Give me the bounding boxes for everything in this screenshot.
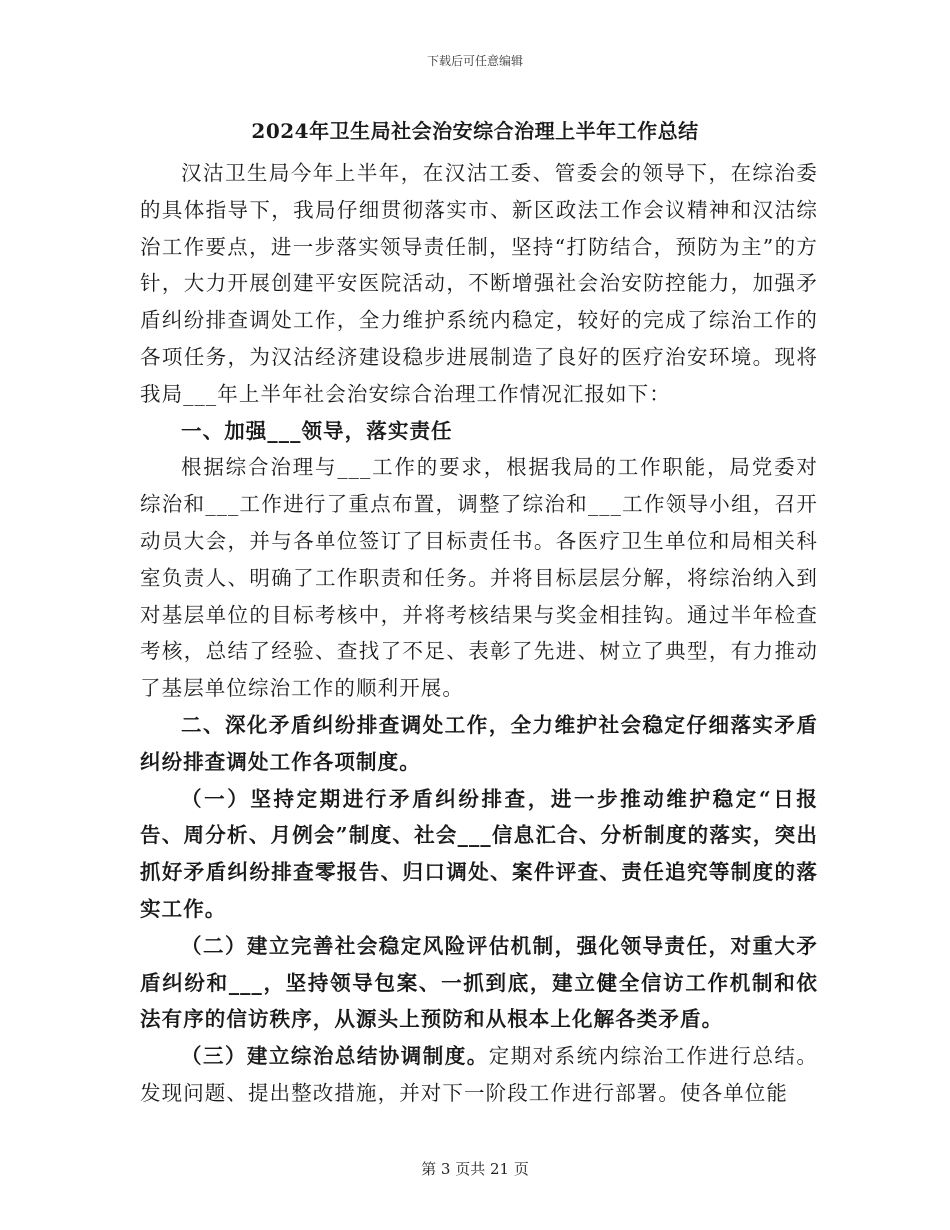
subsection-1-paragraph: （一）坚持定期进行矛盾纠纷排查，进一步推动维护稳定“日报告、周分析、月例会”制度、社会___信息汇合、分析制度的落实，突出抓好矛盾纠纷排查零报告、归口调处、案件评查、责任追究等制度的落实工作。: [140, 786, 818, 921]
subsection-2-paragraph: （二）建立完善社会稳定风险评估机制，强化领导责任，对重大矛盾纠纷和___，坚持领导包案、一抓到底，建立健全信访工作机制和依法有序的信访秩序，从源头上预防和从根本上化解各类矛盾。: [140, 933, 818, 1032]
page-header-note: 下载后可任意编辑: [426, 54, 523, 68]
section-heading-1: 一、加强___领导，落实责任: [181, 418, 453, 443]
page-footer: 第 3 页共 21 页: [421, 1160, 529, 1178]
document-body: [140, 155, 818, 1112]
subsection-3-paragraph: [140, 1038, 818, 1112]
subsection-3-lead: （三）建立综治总结协调制度。: [181, 1044, 489, 1069]
section-heading-2: 二、深化矛盾纠纷排查调处工作，全力维护社会稳定仔细落实矛盾纠纷排查调处工作各项制度。: [140, 712, 818, 774]
intro-paragraph: 汉沽卫生局今年上半年，在汉沽工委、管委会的领导下，在综治委的具体指导下，我局仔细贯彻落实市、新区政法工作会议精神和汉沽综治工作要点，进一步落实领导责任制，坚持“打防结合，预防为主”的方针，大力开展创建平安医院活动，不断增强社会治安防控能力，加强矛盾纠纷排查调处工作，全力维护系统内稳定，较好的完成了综治工作的各项任务，为汉沽经济建设稳步进展制造了良好的医疗治安环境。现将我局___年上半年社会治安综合治理工作情况汇报如下：: [140, 161, 818, 406]
document-title: 2024年卫生局社会治安综合治理上半年工作总结: [251, 119, 699, 143]
subsection-3-text: 定期对系统内综治工作进行总结。发现问题、提出整改措施，并对下一阶段工作进行部署。使各单位能: [140, 1044, 818, 1105]
section-1-paragraph: 根据综合治理与___工作的要求，根据我局的工作职能，局党委对综治和___工作进行了重点布置，调整了综治和___工作领导小组，召开动员大会，并与各单位签订了目标责任书。各医疗卫生单位和局相关科室负责人、明确了工作职责和任务。并将目标层层分解，将综治纳入到对基层单位的目标考核中，并将考核结果与奖金相挂钩。通过半年检查考核，总结了经验、查找了不足、表彰了先进、树立了典型，有力推动了基层单位综治工作的顺利开展。: [140, 455, 818, 701]
